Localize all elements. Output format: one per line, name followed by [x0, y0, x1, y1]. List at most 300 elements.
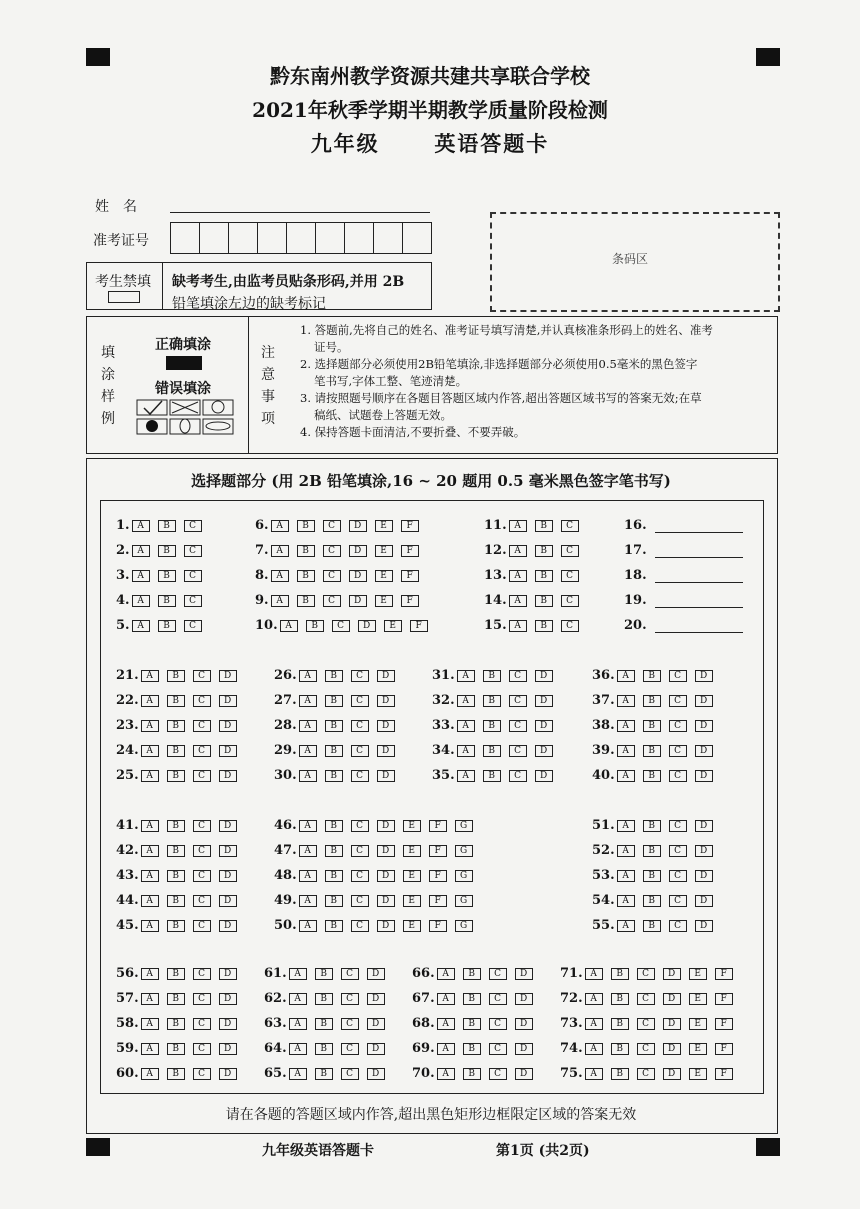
answer-bubble[interactable]: A: [271, 545, 289, 557]
answer-bubble[interactable]: C: [193, 720, 211, 732]
answer-bubble[interactable]: B: [611, 968, 629, 980]
answer-bubble[interactable]: B: [535, 545, 553, 557]
answer-bubble[interactable]: A: [141, 745, 159, 757]
answer-bubble[interactable]: A: [299, 870, 317, 882]
answer-bubble[interactable]: B: [325, 745, 343, 757]
answer-bubble[interactable]: D: [367, 968, 385, 980]
answer-bubble[interactable]: D: [349, 595, 367, 607]
answer-bubble[interactable]: A: [585, 1068, 603, 1080]
answer-bubble[interactable]: E: [689, 968, 707, 980]
answer-bubble[interactable]: D: [377, 920, 395, 932]
answer-bubble[interactable]: C: [509, 695, 527, 707]
answer-bubble[interactable]: D: [219, 1043, 237, 1055]
id-cell[interactable]: [345, 223, 374, 253]
answer-bubble[interactable]: D: [367, 1043, 385, 1055]
answer-bubble[interactable]: A: [437, 993, 455, 1005]
answer-bubble[interactable]: C: [193, 770, 211, 782]
answer-bubble[interactable]: C: [637, 993, 655, 1005]
answer-bubble[interactable]: C: [509, 720, 527, 732]
answer-bubble[interactable]: D: [219, 845, 237, 857]
answer-bubble[interactable]: C: [669, 670, 687, 682]
answer-bubble[interactable]: C: [489, 993, 507, 1005]
answer-bubble[interactable]: A: [437, 1068, 455, 1080]
answer-bubble[interactable]: F: [715, 968, 733, 980]
answer-bubble[interactable]: B: [535, 570, 553, 582]
answer-bubble[interactable]: A: [271, 520, 289, 532]
answer-bubble[interactable]: A: [299, 670, 317, 682]
answer-bubble[interactable]: F: [715, 993, 733, 1005]
answer-bubble[interactable]: B: [611, 1043, 629, 1055]
answer-bubble[interactable]: D: [377, 845, 395, 857]
answer-bubble[interactable]: F: [715, 1018, 733, 1030]
answer-bubble[interactable]: D: [219, 820, 237, 832]
answer-bubble[interactable]: E: [689, 1068, 707, 1080]
answer-bubble[interactable]: A: [617, 720, 635, 732]
answer-bubble[interactable]: A: [617, 920, 635, 932]
answer-bubble[interactable]: D: [219, 968, 237, 980]
name-field[interactable]: [170, 212, 430, 213]
answer-bubble[interactable]: B: [325, 695, 343, 707]
answer-bubble[interactable]: C: [351, 820, 369, 832]
answer-bubble[interactable]: E: [375, 570, 393, 582]
answer-bubble[interactable]: B: [643, 695, 661, 707]
answer-bubble[interactable]: B: [158, 520, 176, 532]
answer-bubble[interactable]: D: [377, 895, 395, 907]
answer-bubble[interactable]: C: [351, 870, 369, 882]
answer-bubble[interactable]: C: [193, 845, 211, 857]
answer-bubble[interactable]: C: [669, 745, 687, 757]
answer-bubble[interactable]: B: [643, 895, 661, 907]
answer-bubble[interactable]: C: [341, 968, 359, 980]
answer-bubble[interactable]: B: [325, 845, 343, 857]
id-cell[interactable]: [374, 223, 403, 253]
answer-bubble[interactable]: C: [193, 993, 211, 1005]
written-answer-line[interactable]: [655, 568, 743, 583]
answer-bubble[interactable]: D: [695, 895, 713, 907]
answer-bubble[interactable]: B: [643, 845, 661, 857]
answer-bubble[interactable]: C: [489, 1043, 507, 1055]
answer-bubble[interactable]: B: [167, 968, 185, 980]
answer-bubble[interactable]: B: [158, 595, 176, 607]
answer-bubble[interactable]: A: [141, 993, 159, 1005]
answer-bubble[interactable]: C: [323, 520, 341, 532]
answer-bubble[interactable]: B: [167, 993, 185, 1005]
answer-bubble[interactable]: A: [289, 993, 307, 1005]
answer-bubble[interactable]: C: [561, 620, 579, 632]
answer-bubble[interactable]: C: [341, 1043, 359, 1055]
answer-bubble[interactable]: C: [193, 1043, 211, 1055]
answer-bubble[interactable]: B: [167, 920, 185, 932]
answer-bubble[interactable]: A: [289, 968, 307, 980]
id-cell[interactable]: [258, 223, 287, 253]
answer-bubble[interactable]: B: [535, 520, 553, 532]
answer-bubble[interactable]: D: [349, 520, 367, 532]
answer-bubble[interactable]: A: [299, 695, 317, 707]
answer-bubble[interactable]: B: [325, 920, 343, 932]
answer-bubble[interactable]: A: [509, 545, 527, 557]
answer-bubble[interactable]: C: [351, 720, 369, 732]
absent-mark[interactable]: [108, 291, 140, 303]
answer-bubble[interactable]: B: [643, 670, 661, 682]
answer-bubble[interactable]: D: [695, 870, 713, 882]
answer-bubble[interactable]: A: [509, 520, 527, 532]
exam-id-grid[interactable]: [170, 222, 432, 254]
answer-bubble[interactable]: C: [351, 745, 369, 757]
id-cell[interactable]: [316, 223, 345, 253]
answer-bubble[interactable]: C: [332, 620, 350, 632]
answer-bubble[interactable]: D: [535, 670, 553, 682]
answer-bubble[interactable]: A: [585, 993, 603, 1005]
answer-bubble[interactable]: D: [377, 870, 395, 882]
answer-bubble[interactable]: A: [457, 720, 475, 732]
answer-bubble[interactable]: A: [437, 968, 455, 980]
id-cell[interactable]: [287, 223, 316, 253]
answer-bubble[interactable]: B: [535, 620, 553, 632]
answer-bubble[interactable]: A: [617, 670, 635, 682]
answer-bubble[interactable]: B: [297, 570, 315, 582]
answer-bubble[interactable]: B: [643, 720, 661, 732]
answer-bubble[interactable]: C: [193, 1068, 211, 1080]
written-answer-line[interactable]: [655, 518, 743, 533]
answer-bubble[interactable]: D: [377, 720, 395, 732]
answer-bubble[interactable]: A: [271, 570, 289, 582]
answer-bubble[interactable]: C: [637, 1068, 655, 1080]
answer-bubble[interactable]: A: [132, 595, 150, 607]
answer-bubble[interactable]: C: [509, 770, 527, 782]
answer-bubble[interactable]: F: [401, 520, 419, 532]
answer-bubble[interactable]: A: [457, 770, 475, 782]
answer-bubble[interactable]: D: [377, 695, 395, 707]
answer-bubble[interactable]: C: [637, 1018, 655, 1030]
id-cell[interactable]: [171, 223, 200, 253]
answer-bubble[interactable]: E: [403, 920, 421, 932]
answer-bubble[interactable]: C: [184, 570, 202, 582]
answer-bubble[interactable]: C: [561, 570, 579, 582]
answer-bubble[interactable]: B: [167, 1068, 185, 1080]
answer-bubble[interactable]: C: [637, 1043, 655, 1055]
answer-bubble[interactable]: D: [349, 545, 367, 557]
answer-bubble[interactable]: C: [193, 670, 211, 682]
answer-bubble[interactable]: A: [617, 870, 635, 882]
answer-bubble[interactable]: B: [167, 745, 185, 757]
answer-bubble[interactable]: B: [325, 770, 343, 782]
answer-bubble[interactable]: A: [299, 845, 317, 857]
answer-bubble[interactable]: C: [561, 595, 579, 607]
id-cell[interactable]: [229, 223, 258, 253]
answer-bubble[interactable]: B: [325, 820, 343, 832]
answer-bubble[interactable]: D: [695, 720, 713, 732]
answer-bubble[interactable]: B: [483, 745, 501, 757]
answer-bubble[interactable]: A: [280, 620, 298, 632]
answer-bubble[interactable]: A: [299, 720, 317, 732]
answer-bubble[interactable]: A: [141, 895, 159, 907]
answer-bubble[interactable]: E: [403, 895, 421, 907]
answer-bubble[interactable]: A: [437, 1018, 455, 1030]
answer-bubble[interactable]: F: [401, 545, 419, 557]
answer-bubble[interactable]: A: [617, 845, 635, 857]
answer-bubble[interactable]: D: [663, 1018, 681, 1030]
answer-bubble[interactable]: D: [219, 720, 237, 732]
answer-bubble[interactable]: A: [299, 770, 317, 782]
answer-bubble[interactable]: D: [358, 620, 376, 632]
answer-bubble[interactable]: D: [219, 670, 237, 682]
answer-bubble[interactable]: F: [429, 920, 447, 932]
answer-bubble[interactable]: D: [695, 820, 713, 832]
answer-bubble[interactable]: D: [515, 1043, 533, 1055]
answer-bubble[interactable]: C: [669, 770, 687, 782]
answer-bubble[interactable]: A: [617, 695, 635, 707]
answer-bubble[interactable]: A: [457, 670, 475, 682]
answer-bubble[interactable]: C: [489, 968, 507, 980]
answer-bubble[interactable]: D: [535, 770, 553, 782]
answer-bubble[interactable]: A: [509, 595, 527, 607]
answer-bubble[interactable]: A: [141, 820, 159, 832]
answer-bubble[interactable]: G: [455, 870, 473, 882]
answer-bubble[interactable]: A: [457, 695, 475, 707]
answer-bubble[interactable]: A: [457, 745, 475, 757]
answer-bubble[interactable]: C: [669, 820, 687, 832]
answer-bubble[interactable]: B: [158, 620, 176, 632]
answer-bubble[interactable]: D: [219, 993, 237, 1005]
answer-bubble[interactable]: D: [377, 670, 395, 682]
answer-bubble[interactable]: A: [299, 920, 317, 932]
answer-bubble[interactable]: B: [167, 895, 185, 907]
answer-bubble[interactable]: E: [689, 1043, 707, 1055]
answer-bubble[interactable]: C: [351, 670, 369, 682]
answer-bubble[interactable]: B: [643, 920, 661, 932]
answer-bubble[interactable]: B: [483, 670, 501, 682]
answer-bubble[interactable]: B: [315, 993, 333, 1005]
answer-bubble[interactable]: F: [715, 1068, 733, 1080]
answer-bubble[interactable]: C: [351, 845, 369, 857]
answer-bubble[interactable]: D: [535, 745, 553, 757]
answer-bubble[interactable]: C: [669, 845, 687, 857]
answer-bubble[interactable]: C: [323, 545, 341, 557]
answer-bubble[interactable]: A: [617, 820, 635, 832]
answer-bubble[interactable]: A: [437, 1043, 455, 1055]
answer-bubble[interactable]: D: [367, 1068, 385, 1080]
answer-bubble[interactable]: A: [141, 695, 159, 707]
answer-bubble[interactable]: F: [429, 895, 447, 907]
answer-bubble[interactable]: C: [323, 570, 341, 582]
answer-bubble[interactable]: B: [325, 720, 343, 732]
answer-bubble[interactable]: D: [377, 770, 395, 782]
answer-bubble[interactable]: C: [323, 595, 341, 607]
answer-bubble[interactable]: A: [585, 1018, 603, 1030]
answer-bubble[interactable]: A: [289, 1043, 307, 1055]
answer-bubble[interactable]: B: [167, 845, 185, 857]
answer-bubble[interactable]: C: [341, 993, 359, 1005]
answer-bubble[interactable]: D: [695, 770, 713, 782]
answer-bubble[interactable]: A: [585, 1043, 603, 1055]
answer-bubble[interactable]: D: [695, 670, 713, 682]
answer-bubble[interactable]: A: [271, 595, 289, 607]
answer-bubble[interactable]: C: [193, 920, 211, 932]
answer-bubble[interactable]: C: [669, 870, 687, 882]
answer-bubble[interactable]: B: [167, 670, 185, 682]
answer-bubble[interactable]: A: [509, 570, 527, 582]
answer-bubble[interactable]: C: [351, 695, 369, 707]
answer-bubble[interactable]: B: [158, 545, 176, 557]
answer-bubble[interactable]: A: [509, 620, 527, 632]
answer-bubble[interactable]: F: [401, 570, 419, 582]
answer-bubble[interactable]: E: [375, 520, 393, 532]
answer-bubble[interactable]: D: [377, 745, 395, 757]
answer-bubble[interactable]: C: [669, 920, 687, 932]
answer-bubble[interactable]: D: [219, 745, 237, 757]
id-cell[interactable]: [200, 223, 229, 253]
answer-bubble[interactable]: B: [643, 870, 661, 882]
answer-bubble[interactable]: B: [463, 993, 481, 1005]
answer-bubble[interactable]: D: [219, 870, 237, 882]
answer-bubble[interactable]: C: [341, 1018, 359, 1030]
answer-bubble[interactable]: A: [132, 520, 150, 532]
answer-bubble[interactable]: B: [483, 770, 501, 782]
answer-bubble[interactable]: A: [299, 820, 317, 832]
answer-bubble[interactable]: B: [167, 770, 185, 782]
answer-bubble[interactable]: C: [669, 695, 687, 707]
answer-bubble[interactable]: A: [617, 745, 635, 757]
answer-bubble[interactable]: B: [325, 895, 343, 907]
answer-bubble[interactable]: B: [463, 1068, 481, 1080]
answer-bubble[interactable]: C: [193, 895, 211, 907]
answer-bubble[interactable]: C: [193, 968, 211, 980]
answer-bubble[interactable]: C: [489, 1018, 507, 1030]
answer-bubble[interactable]: C: [193, 820, 211, 832]
answer-bubble[interactable]: B: [315, 1018, 333, 1030]
answer-bubble[interactable]: D: [219, 695, 237, 707]
answer-bubble[interactable]: A: [141, 1068, 159, 1080]
answer-bubble[interactable]: C: [184, 595, 202, 607]
answer-bubble[interactable]: B: [315, 1043, 333, 1055]
answer-bubble[interactable]: E: [403, 845, 421, 857]
answer-bubble[interactable]: A: [299, 895, 317, 907]
answer-bubble[interactable]: D: [695, 745, 713, 757]
answer-bubble[interactable]: E: [689, 993, 707, 1005]
answer-bubble[interactable]: A: [141, 720, 159, 732]
answer-bubble[interactable]: B: [463, 1018, 481, 1030]
answer-bubble[interactable]: B: [535, 595, 553, 607]
answer-bubble[interactable]: D: [367, 1018, 385, 1030]
answer-bubble[interactable]: A: [141, 770, 159, 782]
answer-bubble[interactable]: G: [455, 845, 473, 857]
answer-bubble[interactable]: C: [561, 545, 579, 557]
answer-bubble[interactable]: C: [193, 745, 211, 757]
answer-bubble[interactable]: A: [141, 845, 159, 857]
answer-bubble[interactable]: C: [489, 1068, 507, 1080]
answer-bubble[interactable]: D: [219, 895, 237, 907]
answer-bubble[interactable]: B: [463, 1043, 481, 1055]
written-answer-line[interactable]: [655, 593, 743, 608]
answer-bubble[interactable]: C: [184, 520, 202, 532]
answer-bubble[interactable]: A: [585, 968, 603, 980]
answer-bubble[interactable]: C: [184, 620, 202, 632]
answer-bubble[interactable]: B: [306, 620, 324, 632]
answer-bubble[interactable]: D: [663, 1068, 681, 1080]
answer-bubble[interactable]: B: [325, 670, 343, 682]
answer-bubble[interactable]: D: [535, 695, 553, 707]
answer-bubble[interactable]: D: [377, 820, 395, 832]
answer-bubble[interactable]: B: [158, 570, 176, 582]
answer-bubble[interactable]: D: [695, 920, 713, 932]
answer-bubble[interactable]: B: [611, 1018, 629, 1030]
answer-bubble[interactable]: B: [297, 545, 315, 557]
answer-bubble[interactable]: A: [299, 745, 317, 757]
answer-bubble[interactable]: A: [289, 1018, 307, 1030]
answer-bubble[interactable]: B: [463, 968, 481, 980]
answer-bubble[interactable]: C: [351, 920, 369, 932]
answer-bubble[interactable]: E: [384, 620, 402, 632]
answer-bubble[interactable]: B: [167, 820, 185, 832]
answer-bubble[interactable]: B: [167, 720, 185, 732]
answer-bubble[interactable]: F: [410, 620, 428, 632]
answer-bubble[interactable]: B: [483, 720, 501, 732]
answer-bubble[interactable]: C: [509, 670, 527, 682]
answer-bubble[interactable]: C: [341, 1068, 359, 1080]
answer-bubble[interactable]: G: [455, 895, 473, 907]
answer-bubble[interactable]: D: [219, 1018, 237, 1030]
answer-bubble[interactable]: A: [132, 620, 150, 632]
answer-bubble[interactable]: E: [403, 870, 421, 882]
answer-bubble[interactable]: B: [643, 820, 661, 832]
answer-bubble[interactable]: D: [515, 993, 533, 1005]
answer-bubble[interactable]: A: [141, 968, 159, 980]
answer-bubble[interactable]: B: [297, 520, 315, 532]
answer-bubble[interactable]: A: [141, 1018, 159, 1030]
answer-bubble[interactable]: B: [315, 968, 333, 980]
answer-bubble[interactable]: B: [167, 870, 185, 882]
answer-bubble[interactable]: C: [351, 770, 369, 782]
answer-bubble[interactable]: D: [515, 968, 533, 980]
answer-bubble[interactable]: C: [193, 1018, 211, 1030]
answer-bubble[interactable]: F: [429, 845, 447, 857]
answer-bubble[interactable]: C: [637, 968, 655, 980]
answer-bubble[interactable]: G: [455, 920, 473, 932]
answer-bubble[interactable]: B: [643, 770, 661, 782]
answer-bubble[interactable]: C: [351, 895, 369, 907]
answer-bubble[interactable]: A: [141, 670, 159, 682]
answer-bubble[interactable]: F: [429, 870, 447, 882]
answer-bubble[interactable]: D: [515, 1068, 533, 1080]
answer-bubble[interactable]: D: [663, 993, 681, 1005]
answer-bubble[interactable]: E: [403, 820, 421, 832]
answer-bubble[interactable]: A: [141, 920, 159, 932]
answer-bubble[interactable]: D: [535, 720, 553, 732]
answer-bubble[interactable]: A: [141, 870, 159, 882]
answer-bubble[interactable]: A: [132, 570, 150, 582]
answer-bubble[interactable]: D: [695, 695, 713, 707]
answer-bubble[interactable]: D: [219, 1068, 237, 1080]
answer-bubble[interactable]: D: [219, 770, 237, 782]
answer-bubble[interactable]: D: [515, 1018, 533, 1030]
written-answer-line[interactable]: [655, 618, 743, 633]
answer-bubble[interactable]: A: [141, 1043, 159, 1055]
answer-bubble[interactable]: C: [669, 720, 687, 732]
answer-bubble[interactable]: G: [455, 820, 473, 832]
answer-bubble[interactable]: F: [715, 1043, 733, 1055]
answer-bubble[interactable]: B: [325, 870, 343, 882]
answer-bubble[interactable]: B: [167, 1018, 185, 1030]
answer-bubble[interactable]: D: [349, 570, 367, 582]
answer-bubble[interactable]: F: [429, 820, 447, 832]
answer-bubble[interactable]: B: [611, 1068, 629, 1080]
answer-bubble[interactable]: B: [297, 595, 315, 607]
answer-bubble[interactable]: B: [643, 745, 661, 757]
answer-bubble[interactable]: C: [193, 870, 211, 882]
answer-bubble[interactable]: C: [669, 895, 687, 907]
answer-bubble[interactable]: F: [401, 595, 419, 607]
answer-bubble[interactable]: D: [663, 1043, 681, 1055]
